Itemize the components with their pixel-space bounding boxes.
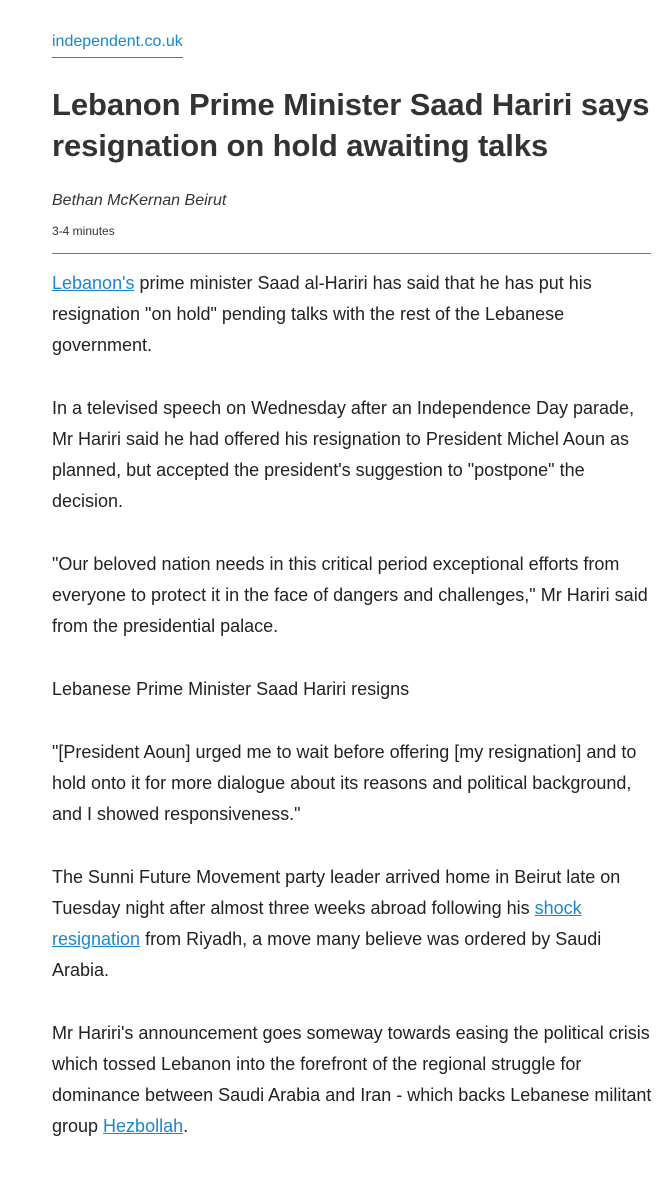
hezbollah-link[interactable]: Hezbollah [103, 1116, 184, 1136]
paragraph-5: "[President Aoun] urged me to wait before offering [my resignation] and to hold onto it for more dialogue about its reasons and political background, and I showed responsiveness." [52, 742, 637, 824]
source-domain-link[interactable]: independent.co.uk [52, 33, 183, 58]
header-divider [52, 253, 651, 254]
paragraph-7-before: Mr Hariri's announcement goes someway towards easing the political crisis which tossed Lebanon into the forefront of the regional struggle for dominance between Saudi Arabia and Iran - which backs Lebanese militant group [52, 1023, 652, 1136]
paragraph-4: Lebanese Prime Minister Saad Hariri resigns [52, 679, 410, 699]
paragraph-7 [52, 1018, 652, 1142]
shock-resignation-link[interactable]: shock resignation [52, 898, 582, 949]
paragraph-7-after: . [183, 1116, 189, 1136]
paragraph-3: "Our beloved nation needs in this critical period exceptional efforts from everyone to protect it in the face of dangers and challenges," Mr Hariri said from the presidential palace. [52, 554, 648, 636]
article-byline: Bethan McKernan Beirut [52, 192, 227, 209]
read-time: 3-4 minutes [52, 224, 115, 238]
paragraph-1-text: prime minister Saad al-Hariri has said that he has put his resignation "on hold" pending talks with the rest of the Lebanese government. [52, 273, 592, 355]
paragraph-1 [52, 268, 652, 361]
paragraph-6-before: The Sunni Future Movement party leader arrived home in Beirut late on Tuesday night after almost three weeks abroad following his [52, 867, 621, 918]
paragraph-6 [52, 862, 652, 986]
paragraph-6-after: from Riyadh, a move many believe was ordered by Saudi Arabia. [52, 929, 602, 980]
lebanon-link[interactable]: Lebanon's [52, 273, 135, 293]
paragraph-2: In a televised speech on Wednesday after an Independence Day parade, Mr Hariri said he had offered his resignation to President Michel Aoun as planned, but accepted the president's suggestion to "postpone" the decision. [52, 398, 635, 511]
article-body [52, 268, 652, 1142]
article-title: Lebanon Prime Minister Saad Hariri says resignation on hold awaiting talks [52, 87, 650, 163]
